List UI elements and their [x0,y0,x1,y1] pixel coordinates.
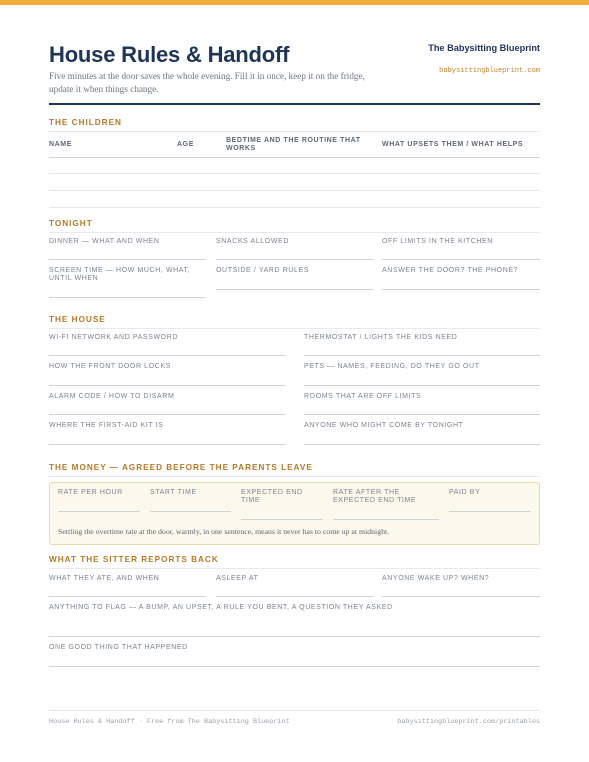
field-label-off-limits-kitchen: OFF LIMITS IN THE KITCHEN [382,238,493,245]
field-line-wake-up[interactable] [382,596,540,597]
section-heading-money: THE MONEY — AGREED BEFORE THE PARENTS LEAVE [49,463,540,477]
footer-divider [49,710,540,711]
field-line-first-aid[interactable] [49,444,285,445]
field-line-off-limits-kitchen[interactable] [382,259,540,260]
field-label-wake-up: ANYONE WAKE UP? WHEN? [382,575,490,582]
field-label-front-door: HOW THE FRONT DOOR LOCKS [49,363,171,370]
field-label-end-time: EXPECTED END TIME [241,489,303,504]
field-line-screen-time[interactable] [49,297,206,298]
footer-credit: House Rules & Handoff · Free from The Babysitting Blueprint [49,718,290,726]
footer-url[interactable]: babysittingblueprint.com/printables [397,718,540,726]
field-line-paid-by[interactable] [449,511,531,512]
field-line-visitors[interactable] [304,444,540,445]
field-line-door-phone[interactable] [382,289,540,290]
field-label-door-phone: ANSWER THE DOOR? THE PHONE? [382,267,519,274]
field-label-what-they-ate: WHAT THEY ATE, AND WHEN [49,575,160,582]
brand-name: The Babysitting Blueprint [428,43,540,53]
field-line-rooms-off-limits[interactable] [304,414,540,415]
field-label-snacks: SNACKS ALLOWED [216,238,289,245]
field-label-asleep-at: ASLEEP AT [216,575,259,582]
field-label-alarm: ALARM CODE / HOW TO DISARM [49,393,175,400]
field-label-wifi: WI-FI NETWORK AND PASSWORD [49,334,179,341]
children-row-line[interactable] [49,207,540,208]
field-line-start-time[interactable] [150,511,231,512]
column-header-bedtime: BEDTIME AND THE ROUTINE THAT WORKS [226,137,361,152]
field-label-start-time: START TIME [150,489,197,496]
top-accent-bar [0,0,589,5]
field-line-end-time[interactable] [241,519,323,520]
field-line-thermostat[interactable] [304,355,540,356]
header-divider [49,103,540,105]
column-header-upsets: WHAT UPSETS THEM / WHAT HELPS [382,141,524,148]
field-label-paid-by: PAID BY [449,489,481,496]
field-line-wifi[interactable] [49,355,285,356]
page-title: House Rules & Handoff [49,42,290,67]
column-header-name: NAME [49,141,73,148]
field-line-rate[interactable] [58,511,140,512]
field-label-overtime-rate: RATE AFTER THE EXPECTED END TIME [333,489,417,504]
field-label-screen-time: SCREEN TIME — HOW MUCH, WHAT, UNTIL WHEN [49,267,191,282]
money-note: Settling the overtime rate at the door, warmly, in one sentence, means it never has to come up at midnight. [58,527,390,536]
field-label-rate: RATE PER HOUR [58,489,123,496]
section-heading-children: THE CHILDREN [49,118,540,132]
field-line-asleep-at[interactable] [216,596,373,597]
field-line-front-door[interactable] [49,385,285,386]
children-row-line[interactable] [49,190,540,191]
field-label-thermostat: THERMOSTAT / LIGHTS THE KIDS NEED [304,334,458,341]
field-label-rooms-off-limits: ROOMS THAT ARE OFF LIMITS [304,393,422,400]
field-label-visitors: ANYONE WHO MIGHT COME BY TONIGHT [304,422,464,429]
field-label-dinner: DINNER — WHAT AND WHEN [49,238,160,245]
field-label-pets: PETS — NAMES, FEEDING, DO THEY GO OUT [304,363,480,370]
field-label-outside-rules: OUTSIDE / YARD RULES [216,267,310,274]
field-line-dinner[interactable] [49,259,206,260]
field-line-what-they-ate[interactable] [49,596,206,597]
children-header-rule [49,157,540,158]
field-label-good-thing: ONE GOOD THING THAT HAPPENED [49,644,188,651]
field-line-pets[interactable] [304,385,540,386]
section-heading-report: WHAT THE SITTER REPORTS BACK [49,555,540,569]
section-heading-tonight: TONIGHT [49,219,540,233]
field-line-overtime-rate[interactable] [333,519,439,520]
brand-url[interactable]: babysittingblueprint.com [439,67,540,75]
field-line-snacks[interactable] [216,259,373,260]
page-subtitle: Five minutes at the door saves the whole evening. Fill it in once, keep it on the fridge, update it when things change. [49,71,365,94]
field-line-alarm[interactable] [49,414,285,415]
field-line-good-thing[interactable] [49,666,540,667]
section-heading-house: THE HOUSE [49,315,540,329]
children-row-line[interactable] [49,173,540,174]
field-line-outside-rules[interactable] [216,289,373,290]
field-label-first-aid: WHERE THE FIRST-AID KIT IS [49,422,164,429]
field-label-anything-to-flag: ANYTHING TO FLAG — A BUMP, AN UPSET, A RULE YOU BENT, A QUESTION THEY ASKED [49,604,393,611]
column-header-age: AGE [177,141,194,148]
field-line-anything-to-flag[interactable] [49,636,540,637]
